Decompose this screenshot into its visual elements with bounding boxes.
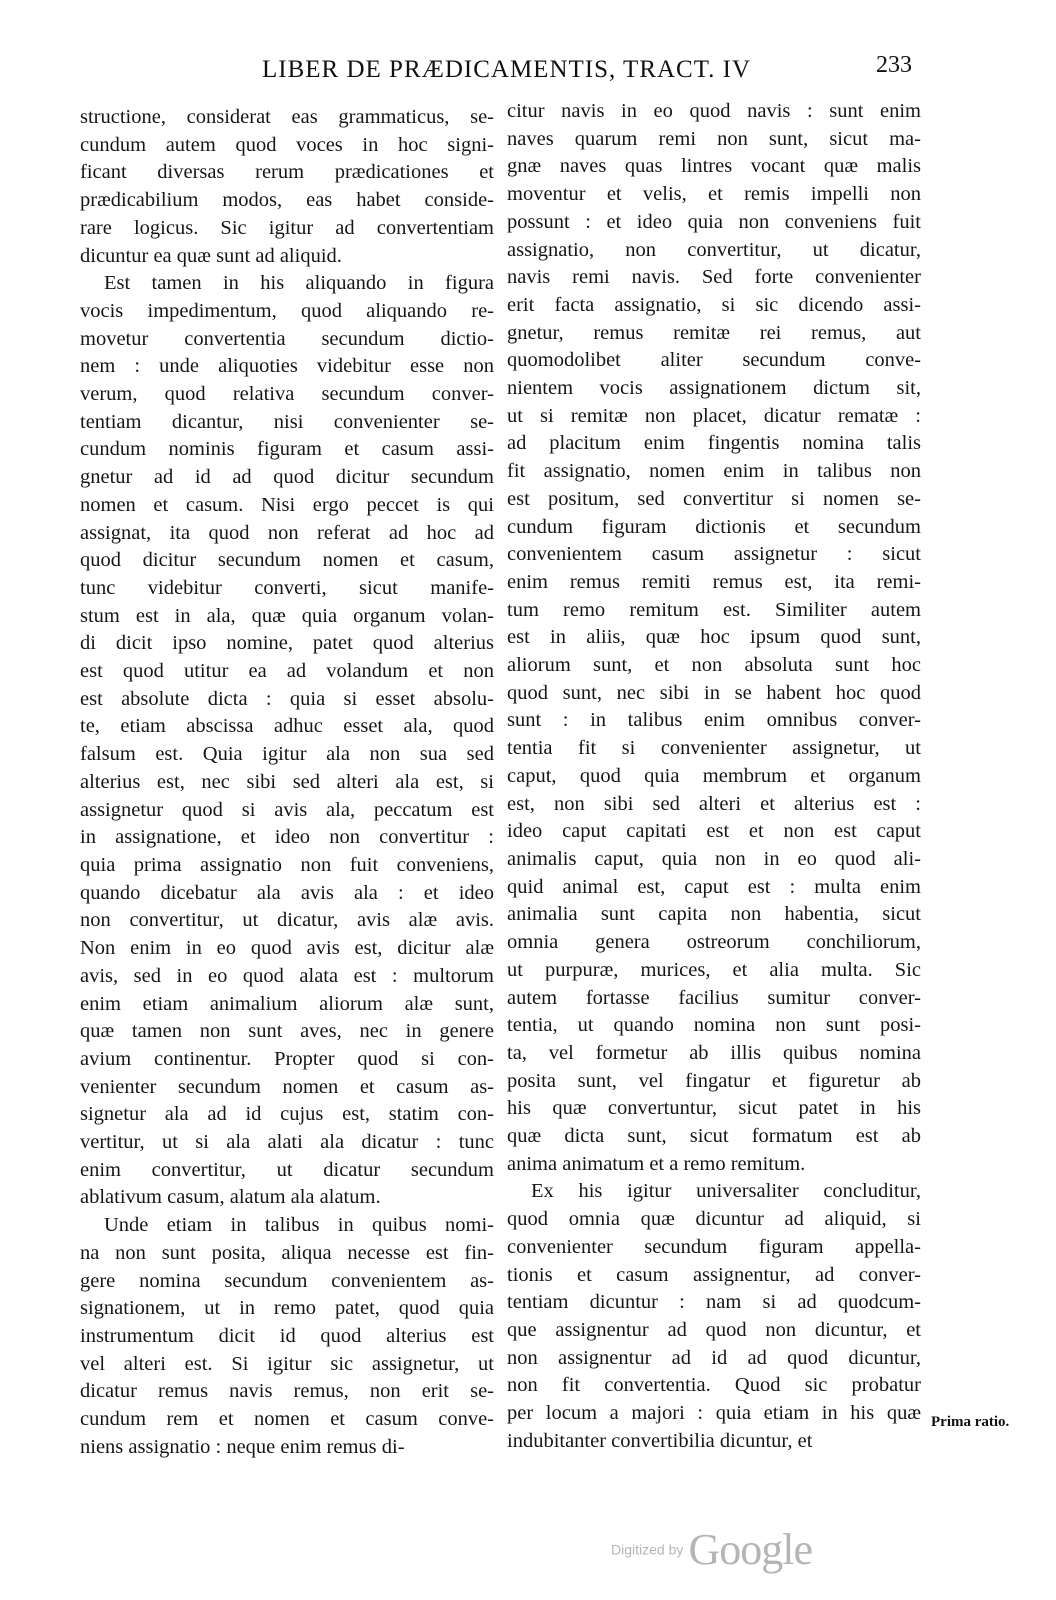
text-line: caput, quod quia membrum et organum xyxy=(507,764,921,787)
text-line: quia prima assignatio non fuit conveniens, xyxy=(80,853,494,876)
text-line: enim remus remiti remus est, ita remi- xyxy=(507,570,921,593)
text-line: est positum, sed convertitur si nomen se- xyxy=(507,487,921,510)
text-line: tentia, ut quando nomina non sunt posi- xyxy=(507,1014,921,1037)
text-line: convenientem casum assignetur : sicut xyxy=(507,543,921,566)
text-line: niens assignatio : neque enim remus di- xyxy=(80,1435,405,1458)
text-line: nomen et casum. Nisi ergo peccet is qui xyxy=(80,493,494,516)
text-line: quod sunt, nec sibi in se habent hoc quod xyxy=(507,681,921,704)
text-line: est quod utitur ea ad volandum et non xyxy=(80,660,494,683)
text-line: non fit convertentia. Quod sic probatur xyxy=(507,1374,921,1397)
text-line: gere nomina secundum convenientem as- xyxy=(80,1269,494,1292)
text-line: aliorum sunt, et non absoluta sunt hoc xyxy=(507,654,921,677)
text-line: movetur convertentia secundum dictio- xyxy=(80,327,494,350)
text-line: na non sunt posita, aliqua necesse est fin- xyxy=(80,1241,494,1264)
text-line: Est tamen in his aliquando in figura xyxy=(104,272,494,295)
text-line: gnetur ad id ad quod dicitur secundum xyxy=(80,466,494,489)
text-line: nem : unde aliquoties videbitur esse non xyxy=(80,355,494,378)
text-line: sunt : in talibus enim omnibus conver- xyxy=(507,709,921,732)
text-line: est absolute dicta : quia si esset absolu- xyxy=(80,687,494,710)
text-line: ta, vel formetur ab illis quibus nomina xyxy=(507,1041,921,1064)
text-line: cundum rem et nomen et casum conve- xyxy=(80,1408,494,1431)
text-line: per locum a majori : quia etiam in his quæ xyxy=(507,1402,921,1425)
text-line: vocis impedimentum, quod aliquando re- xyxy=(80,299,494,322)
text-line: cundum figuram dictionis et secundum xyxy=(507,515,921,538)
text-line: gnetur, remus remitæ rei remus, aut xyxy=(507,321,921,344)
text-line: avium continentur. Propter quod si con- xyxy=(80,1047,494,1070)
text-line: quæ dicta sunt, sicut formatum est ab xyxy=(507,1125,921,1148)
text-line: ficant diversas rerum prædicationes et xyxy=(80,161,494,184)
text-line: alterius est, nec sibi sed alteri ala est, si xyxy=(80,770,494,793)
left-column-text xyxy=(80,104,494,1461)
text-line: naves quarum remi non sunt, sicut ma- xyxy=(507,127,921,150)
text-line: rare logicus. Sic igitur ad convertentiam xyxy=(80,216,494,239)
text-line: enim etiam animalium aliorum alæ sunt, xyxy=(80,992,494,1015)
text-line: verum, quod relativa secundum conver- xyxy=(80,383,494,406)
watermark-brand: Google xyxy=(688,1525,812,1574)
text-line: avis, sed in eo quod alata est : multorum xyxy=(80,964,494,987)
text-line: assignatio, non convertitur, ut dicatur, xyxy=(507,238,921,261)
text-line: quid animal est, caput est : multa enim xyxy=(507,875,921,898)
text-line: animalis caput, quia non in eo quod ali- xyxy=(507,847,921,870)
text-line: tentiam dicantur, nisi convenienter se- xyxy=(80,410,494,433)
text-line: convenienter secundum figuram appella- xyxy=(507,1235,921,1258)
text-line: te, etiam abscissa adhuc esset ala, quod xyxy=(80,715,494,738)
text-line: est, non sibi sed alteri et alterius est : xyxy=(507,792,921,815)
text-line: vertitur, ut si ala alati ala dicatur : tunc xyxy=(80,1131,494,1154)
text-line: quando dicebatur ala avis ala : et ideo xyxy=(80,881,494,904)
text-line: quæ tamen non sunt aves, nec in genere xyxy=(80,1020,494,1043)
text-line: posita sunt, vel fingatur et figuretur ab xyxy=(507,1069,921,1092)
text-line: citur navis in eo quod navis : sunt enim xyxy=(507,100,921,122)
text-line: prædicabilium modos, eas habet conside- xyxy=(80,189,494,212)
text-line: non convertitur, ut dicatur, avis alæ avis. xyxy=(80,909,494,932)
text-line: dicuntur ea quæ sunt ad aliquid. xyxy=(80,244,342,267)
text-line: signetur ala ad id cujus est, statim con- xyxy=(80,1103,494,1126)
text-line: anima animatum et a remo remitum. xyxy=(507,1152,806,1175)
text-line: Ex his igitur universaliter concluditur, xyxy=(531,1180,921,1203)
text-line: stum est in ala, quæ quia organum volan- xyxy=(80,604,494,627)
text-line: non assignentur ad id ad quod dicuntur, xyxy=(507,1346,921,1369)
text-line: ablativum casum, alatum ala alatum. xyxy=(80,1186,381,1209)
text-line: structione, considerat eas grammaticus, se- xyxy=(80,106,494,128)
text-line: nientem vocis assignationem dictum sit, xyxy=(507,377,921,400)
text-line: di dicit ipso nomine, patet quod alterius xyxy=(80,632,494,655)
text-line: moventur et velis, et remis impelli non xyxy=(507,183,921,206)
text-line: assignat, ita quod non referat ad hoc ad xyxy=(80,521,494,544)
watermark-prefix: Digitized by xyxy=(611,1541,684,1558)
text-line: dicatur remus navis remus, non erit se- xyxy=(80,1380,494,1403)
text-line: Unde etiam in talibus in quibus nomi- xyxy=(104,1214,494,1237)
right-column-text xyxy=(507,98,921,1455)
text-line: tunc videbitur converti, sicut manife- xyxy=(80,576,494,599)
text-line: erit facta assignatio, si sic dicendo assi- xyxy=(507,293,921,316)
text-line: ad placitum enim fingentis nomina talis xyxy=(507,432,921,455)
text-line: navis remi navis. Sed forte convenienter xyxy=(507,266,921,289)
text-line: omnia genera ostreorum conchiliorum, xyxy=(507,931,921,954)
text-line: enim convertitur, ut dicatur secundum xyxy=(80,1158,494,1181)
text-line: tum remo remitum est. Similiter autem xyxy=(507,598,921,621)
text-line: vel alteri est. Si igitur sic assignetur, ut xyxy=(80,1352,494,1375)
text-line: ut purpuræ, murices, et alia multa. Sic xyxy=(507,958,921,981)
text-line: his quæ convertuntur, sicut patet in his xyxy=(507,1097,921,1120)
text-line: que assignentur ad quod non dicuntur, et xyxy=(507,1318,921,1341)
text-line: quomodolibet aliter secundum conve- xyxy=(507,349,921,372)
text-line: ideo caput capitati est et non est caput xyxy=(507,820,921,843)
text-line: gnæ naves quas lintres vocant quæ malis xyxy=(507,155,921,178)
text-line: animalia sunt capita non habentia, sicut xyxy=(507,903,921,926)
text-line: tentia fit si convenienter assignetur, ut xyxy=(507,737,921,760)
digitized-watermark xyxy=(611,1524,812,1575)
text-line: quod omnia quæ dicuntur ad aliquid, si xyxy=(507,1208,921,1231)
text-line: Non enim in eo quod avis est, dicitur alæ xyxy=(80,937,494,960)
running-head: LIBER DE PRÆDICAMENTIS, TRACT. IV xyxy=(262,56,752,83)
text-line: cundum autem quod voces in hoc signi- xyxy=(80,133,494,156)
text-line: fit assignatio, nomen enim in talibus non xyxy=(507,460,921,483)
text-line: assignetur quod si avis ala, peccatum est xyxy=(80,798,494,821)
margin-note: Prima ratio. xyxy=(931,1414,1010,1430)
page-number: 233 xyxy=(876,52,912,78)
text-line: indubitanter convertibilia dicuntur, et xyxy=(507,1429,813,1452)
text-line: in assignatione, et ideo non convertitur : xyxy=(80,826,494,849)
text-line: possunt : et ideo quia non conveniens fuit xyxy=(507,210,921,233)
text-line: ut si remitæ non placet, dicatur rematæ : xyxy=(507,404,921,427)
text-line: tentiam dicuntur : nam si ad quodcum- xyxy=(507,1291,921,1314)
text-line: tionis et casum assignentur, ad conver- xyxy=(507,1263,921,1286)
text-line: quod dicitur secundum nomen et casum, xyxy=(80,549,494,572)
text-line: signationem, ut in remo patet, quod quia xyxy=(80,1297,494,1320)
text-line: est in aliis, quæ hoc ipsum quod sunt, xyxy=(507,626,921,649)
text-line: venienter secundum nomen et casum as- xyxy=(80,1075,494,1098)
text-line: cundum nominis figuram et casum assi- xyxy=(80,438,494,461)
text-line: autem fortasse facilius sumitur conver- xyxy=(507,986,921,1009)
text-line: instrumentum dicit id quod alterius est xyxy=(80,1324,494,1347)
text-line: falsum est. Quia igitur ala non sua sed xyxy=(80,743,494,766)
